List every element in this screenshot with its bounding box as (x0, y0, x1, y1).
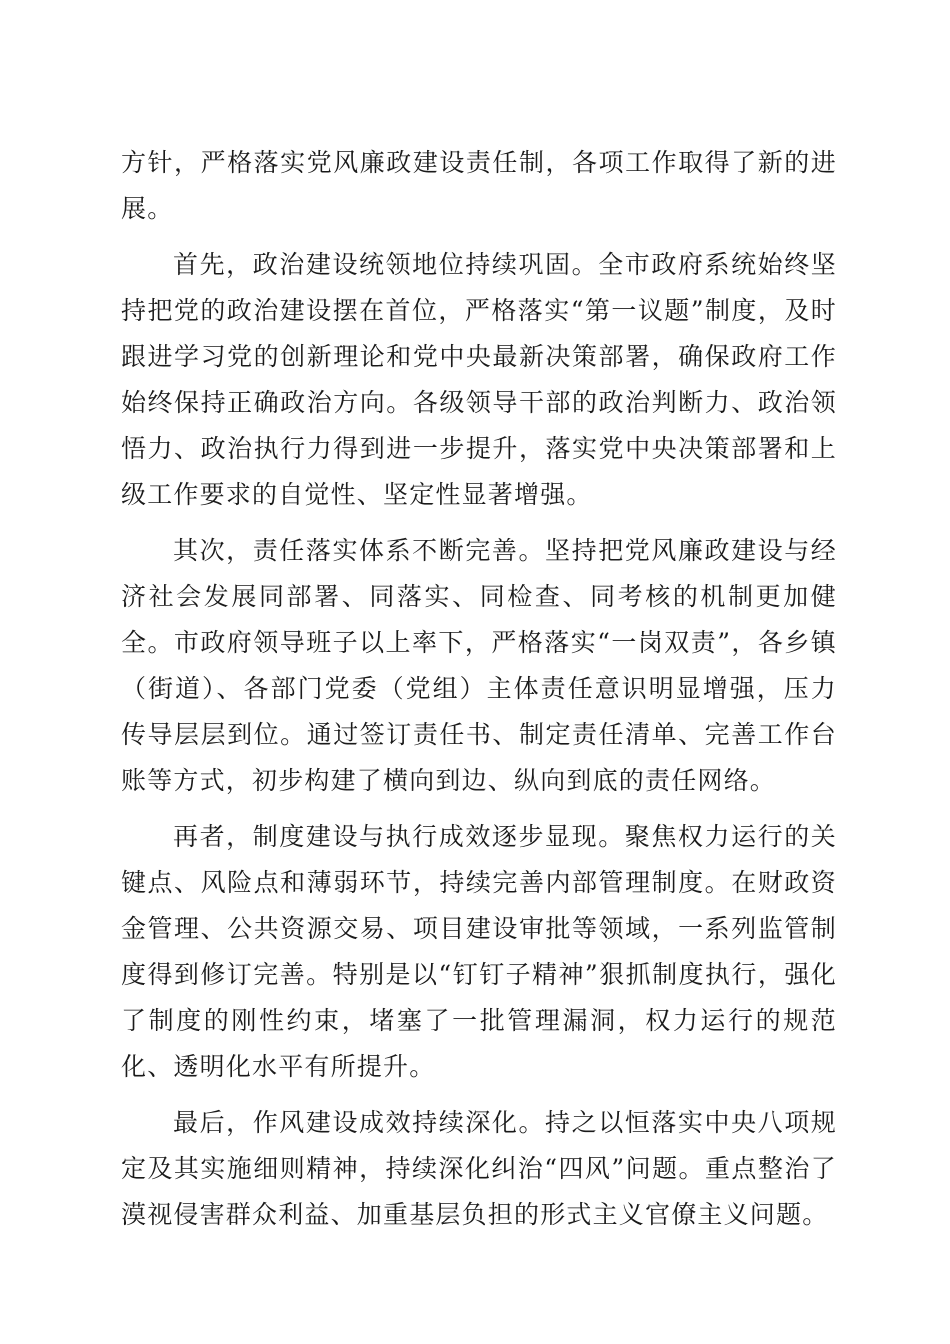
paragraph-work-style: 最后，作风建设成效持续深化。持之以恒落实中央八项规定及其实施细则精神，持续深化纠治“四风”问题。重点整治了漠视侵害群众利益、加重基层负担的形式主义官僚主义问题。 (121, 1108, 837, 1229)
paragraph-political-building: 首先，政治建设统领地位持续巩固。全市政府系统始终坚持把党的政治建设摆在首位，严格落实“第一议题”制度，及时跟进学习党的创新理论和党中央最新决策部署，确保政府工作始终保持正确政治方向。各级领导干部的政治判断力、政治领悟力、政治执行力得到进一步提升，落实党中央决策部署和上级工作要求的自觉性、坚定性显著增强。 (121, 250, 837, 509)
document-body (121, 140, 837, 1248)
paragraph-responsibility-system: 其次，责任落实体系不断完善。坚持把党风廉政建设与经济社会发展同部署、同落实、同检查、同考核的机制更加健全。市政府领导班子以上率下，严格落实“一岗双责”，各乡镇（街道）、各部门党委（党组）主体责任意识明显增强，压力传导层层到位。通过签订责任书、制定责任清单、完善工作台账等方式，初步构建了横向到边、纵向到底的责任网络。 (121, 536, 837, 795)
paragraph-institution-building: 再者，制度建设与执行成效逐步显现。聚焦权力运行的关键点、风险点和薄弱环节，持续完善内部管理制度。在财政资金管理、公共资源交易、项目建设审批等领域，一系列监管制度得到修订完善。特别是以“钉钉子精神”狠抓制度执行，强化了制度的刚性约束，堵塞了一批管理漏洞，权力运行的规范化、透明化水平有所提升。 (121, 822, 837, 1081)
paragraph-continuation: 方针，严格落实党风廉政建设责任制，各项工作取得了新的进展。 (121, 148, 837, 223)
